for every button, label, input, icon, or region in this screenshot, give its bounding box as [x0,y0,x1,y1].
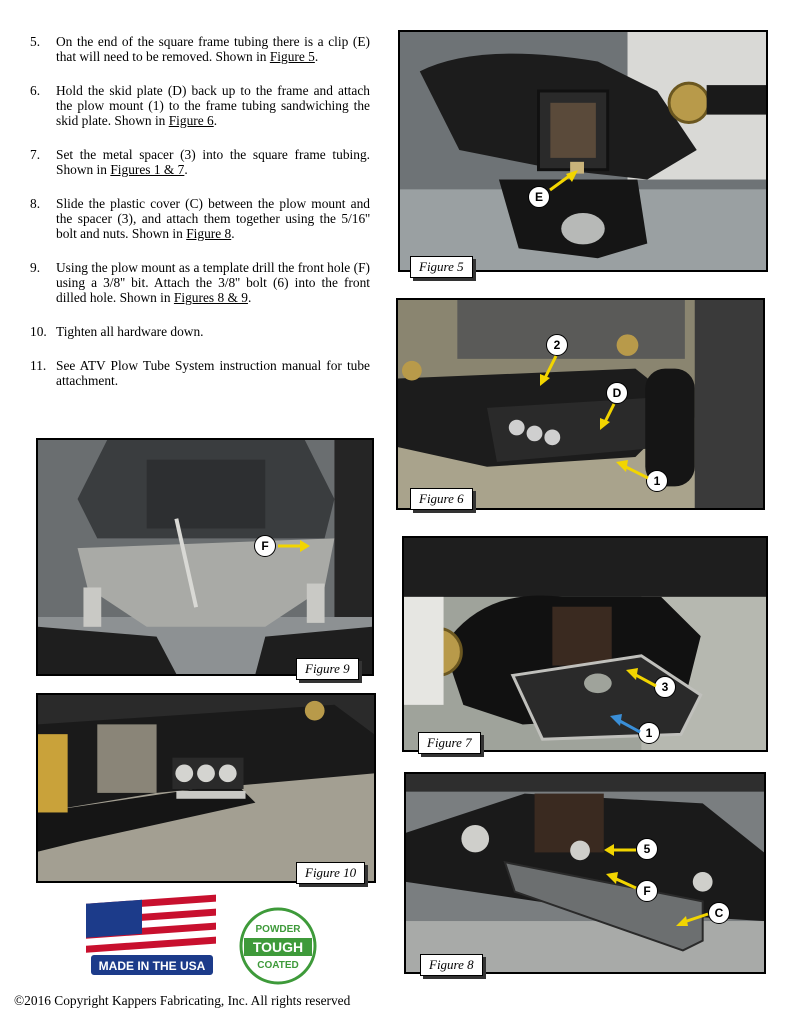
callout-2: 2 [546,334,568,356]
arrow-icon [614,458,650,482]
svg-text:POWDER: POWDER [255,924,301,935]
callout-1: 1 [638,722,660,744]
callout-f: F [254,535,276,557]
arrow-icon [276,538,312,554]
callout-f: F [636,880,658,902]
made-in-usa-logo [82,894,220,986]
arrow-icon [548,168,582,192]
figure-link[interactable]: Figure 6 [168,113,214,128]
figure-link[interactable]: Figures 1 & 7 [110,162,185,177]
svg-text:COATED: COATED [257,960,299,971]
step-8: 8. Slide the plastic cover (C) between the plow mount and the spacer (3), and attach them together using the 5/16'' bolt and nuts. Shown in Figure 8. [30,196,370,241]
svg-text:MADE IN THE USA: MADE IN THE USA [98,959,206,973]
figure-6-photo [396,298,765,510]
callout-e: E [528,186,550,208]
figure-5-caption: Figure 5 [410,256,473,278]
arrow-icon [674,908,710,928]
step-6: 6. Hold the skid plate (D) back up to the frame and attach the plow mount (1) to the frame tubing sandwiching the skid plate. Shown in Figure 6. [30,83,370,128]
callout-c: C [708,902,730,924]
instruction-steps [30,34,370,407]
step-9: 9. Using the plow mount as a template drill the front hole (F) using a 3/8'' bit. Attach the 3/8'' bolt (6) into the front dilled hole. Shown in Figures 8 & 9. [30,260,370,305]
arrow-icon [604,872,638,892]
arrow-icon [608,712,642,736]
figure-8-photo [404,772,766,974]
figure-10-photo [36,693,376,883]
copyright-footer: ©2016 Copyright Kappers Fabricating, Inc. All rights reserved [14,993,351,1008]
arrow-icon [624,666,658,690]
figure-link[interactable]: Figure 5 [269,49,315,64]
figure-7-caption: Figure 7 [418,732,481,754]
figure-7-photo [402,536,768,752]
figure-9-caption: Figure 9 [296,658,359,680]
figure-link[interactable]: Figures 8 & 9 [173,290,248,305]
step-5: 5. On the end of the square frame tubing there is a clip (E) that will need to be removed. Shown in Figure 5. [30,34,370,64]
step-10: 10. Tighten all hardware down. [30,324,204,339]
callout-1: 1 [646,470,668,492]
callout-5: 5 [636,838,658,860]
step-7: 7. Set the metal spacer (3) into the square frame tubing. Shown in Figures 1 & 7. [30,147,370,177]
powder-tough-coated-logo [238,906,318,986]
figure-5-photo [398,30,768,272]
figure-link[interactable]: Figure 8 [186,226,232,241]
figure-9-photo [36,438,374,676]
arrow-icon [536,354,562,388]
figure-6-caption: Figure 6 [410,488,473,510]
step-11: 11. See ATV Plow Tube System instruction manual for tube attachment. [30,358,370,388]
figure-10-caption: Figure 10 [296,862,365,884]
arrow-icon [596,402,620,432]
figure-8-caption: Figure 8 [420,954,483,976]
callout-3: 3 [654,676,676,698]
callout-d: D [606,382,628,404]
svg-text:TOUGH: TOUGH [252,939,304,955]
arrow-icon [600,842,638,858]
